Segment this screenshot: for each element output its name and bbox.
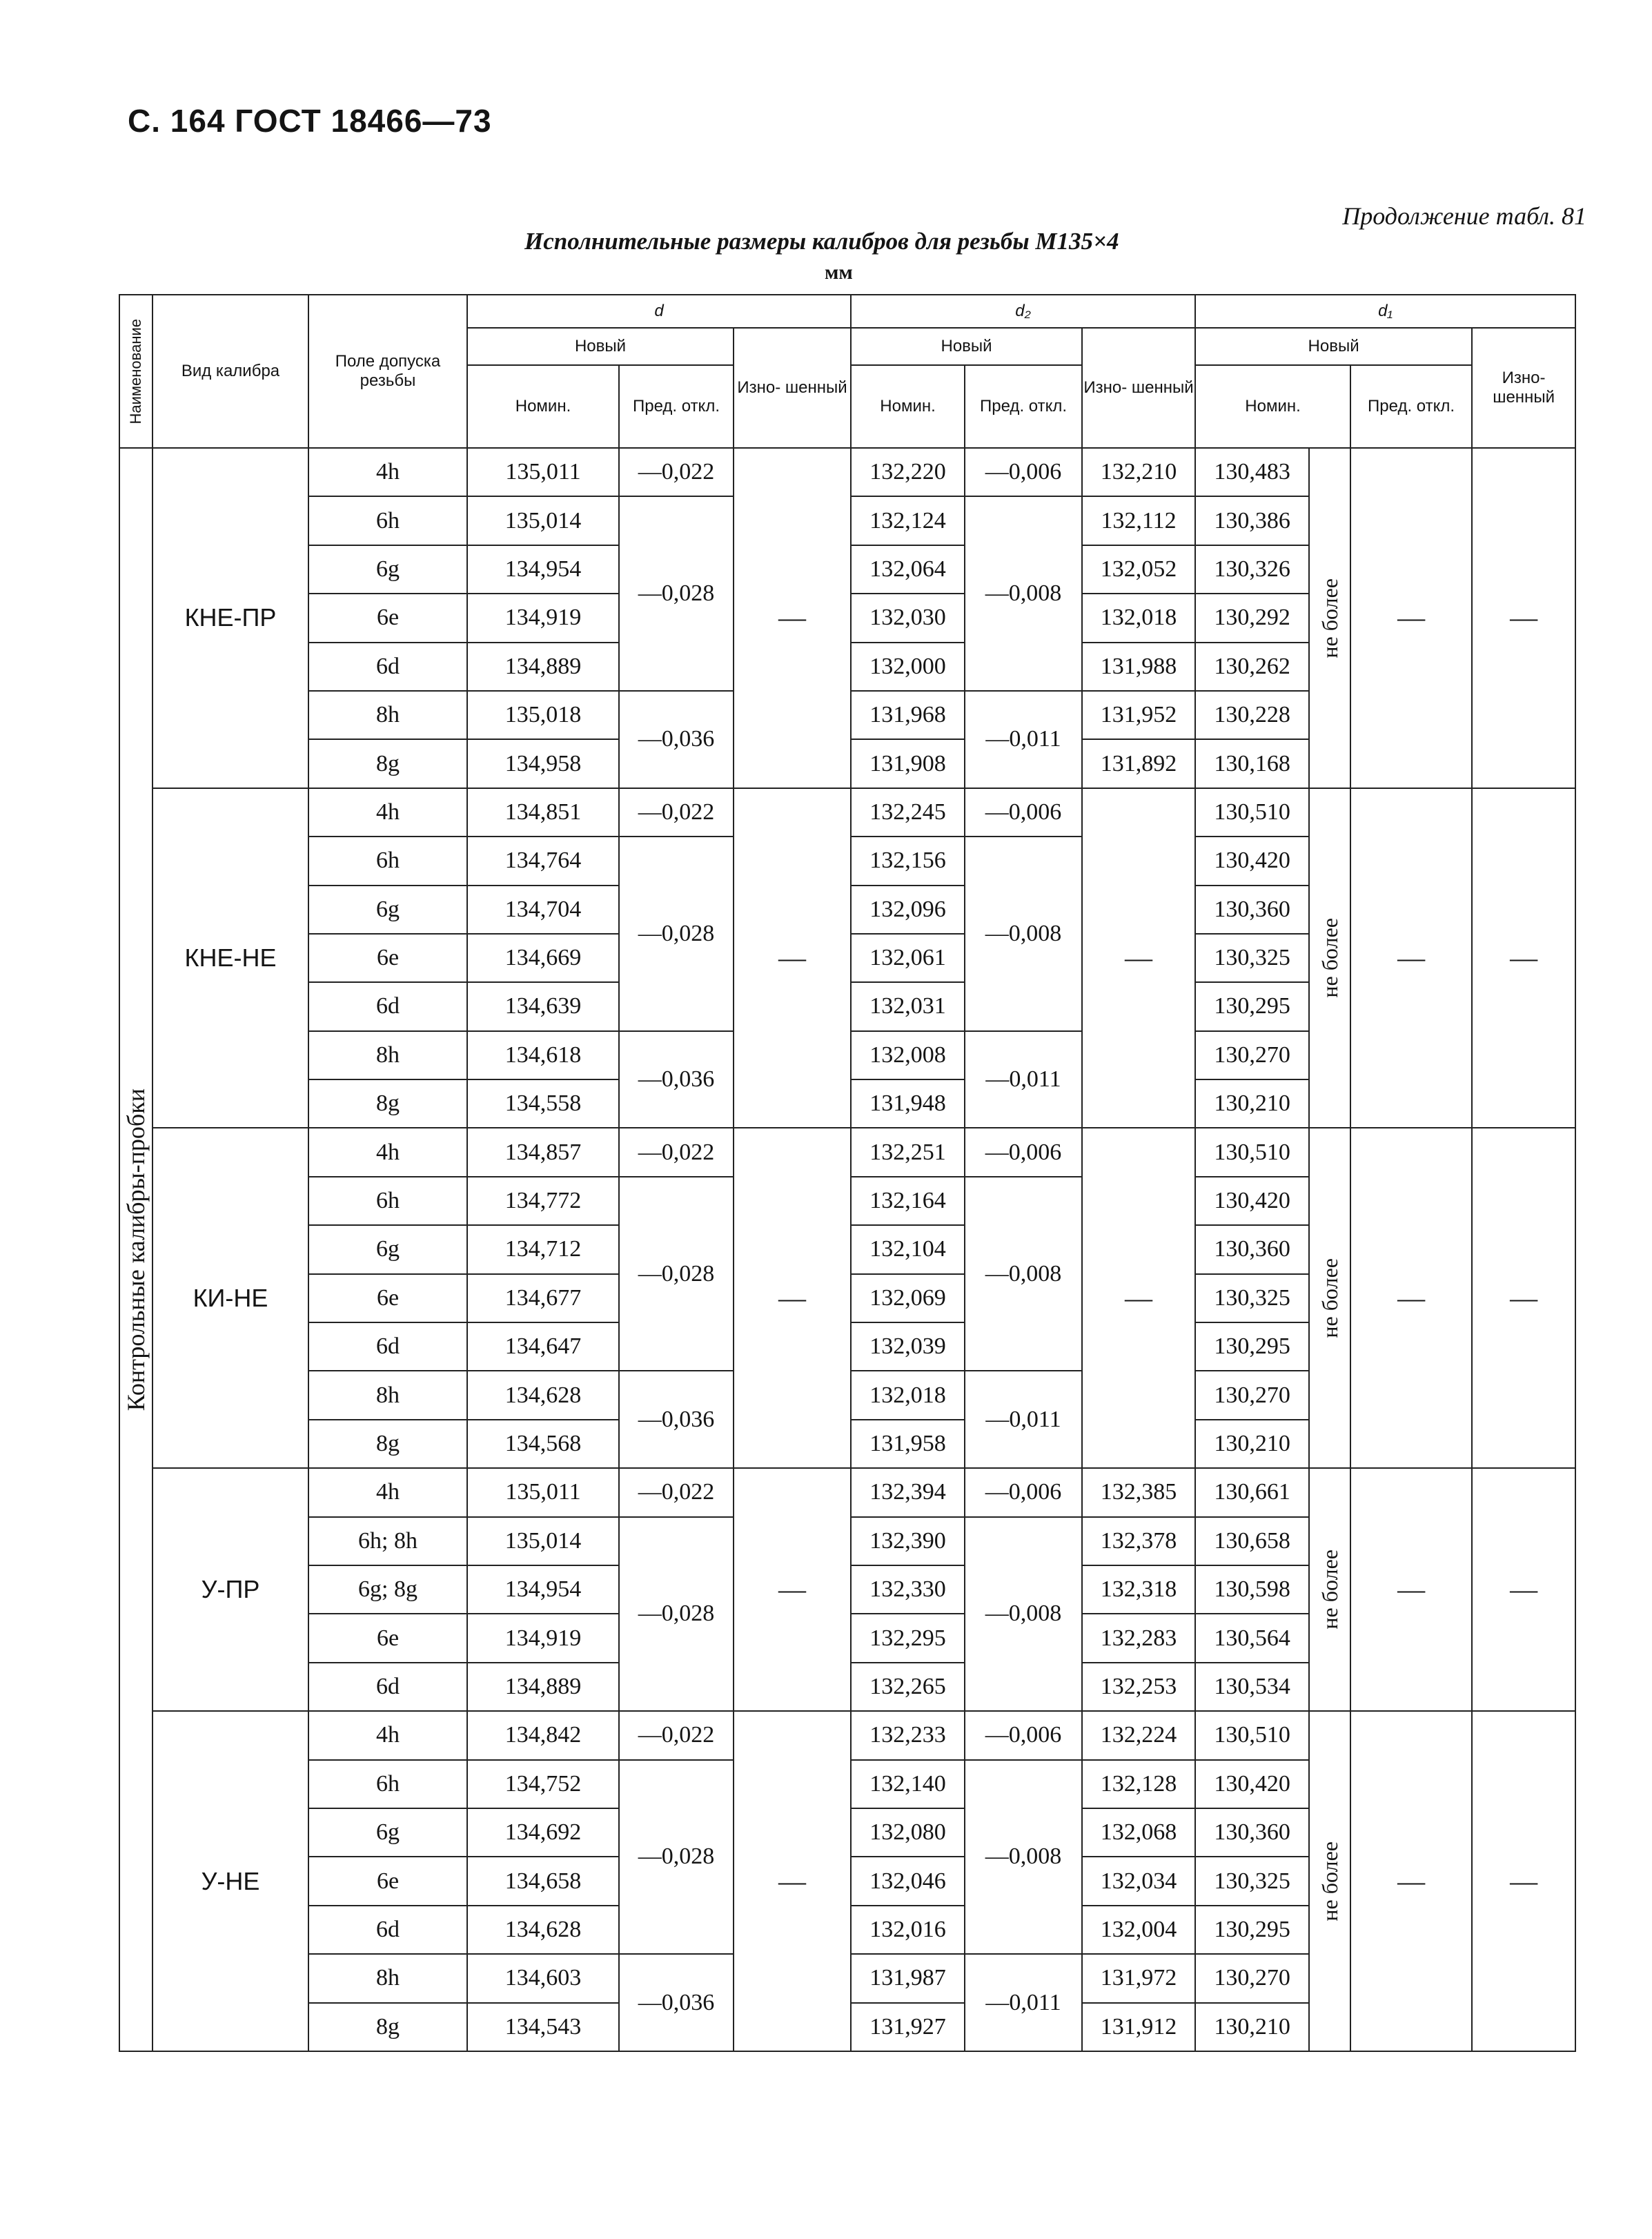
d-nominal-cell: 134,628	[467, 1906, 619, 1954]
continuation-note: Продолжение табл. 81	[1342, 202, 1586, 230]
d2-limit-cell: —0,011	[965, 1954, 1082, 2051]
d1-nominal-cell: 130,510	[1195, 788, 1309, 837]
tolerance-field-cell: 6d	[308, 643, 467, 691]
not-more-label: не более	[1309, 788, 1350, 1128]
d2-nominal-cell: 132,220	[851, 448, 965, 496]
d2-worn-cell: 132,318	[1082, 1565, 1195, 1614]
d2-nominal-cell: 132,390	[851, 1517, 965, 1565]
table-title: Исполнительные размеры калибров для резьбы M135×4	[524, 228, 1119, 255]
tolerance-field-cell: 6g; 8g	[308, 1565, 467, 1614]
d-nominal-cell: 134,712	[467, 1225, 619, 1273]
tolerance-field-cell: 6h	[308, 1177, 467, 1225]
table-body	[119, 448, 1575, 2051]
d1-nominal-cell: 130,210	[1195, 1420, 1309, 1468]
d1-nominal-cell: 130,564	[1195, 1614, 1309, 1662]
tolerance-field-cell: 8h	[308, 1031, 467, 1079]
d2-nominal-cell: 131,927	[851, 2003, 965, 2051]
d1-nominal-cell: 130,360	[1195, 886, 1309, 934]
d2-nominal-cell: 132,046	[851, 1857, 965, 1905]
col-header-d2-limit: Пред. откл.	[965, 365, 1082, 448]
d2-nominal-cell: 132,233	[851, 1711, 965, 1759]
d-worn-cell: —	[734, 1468, 851, 1711]
d1-nominal-cell: 130,210	[1195, 1079, 1309, 1128]
d-worn-cell: —	[734, 1711, 851, 2051]
d2-nominal-cell: 132,069	[851, 1274, 965, 1322]
d2-worn-cell: 132,378	[1082, 1517, 1195, 1565]
d-limit-cell: —0,022	[619, 1468, 734, 1516]
tolerance-field-cell: 6g	[308, 1808, 467, 1857]
d2-worn-cell: —	[1082, 788, 1195, 1128]
d1-nominal-cell: 130,325	[1195, 1857, 1309, 1905]
d-nominal-cell: 134,647	[467, 1322, 619, 1371]
d1-nominal-cell: 130,360	[1195, 1225, 1309, 1273]
col-header-d-limit: Пред. откл.	[619, 365, 734, 448]
d2-worn-cell: 131,952	[1082, 691, 1195, 739]
d-nominal-cell: 134,669	[467, 934, 619, 982]
d2-worn-cell: 132,253	[1082, 1663, 1195, 1711]
d-nominal-cell: 134,842	[467, 1711, 619, 1759]
tolerance-field-cell: 6g	[308, 545, 467, 594]
d1-nominal-cell: 130,295	[1195, 982, 1309, 1030]
d2-worn-cell: —	[1082, 1128, 1195, 1468]
d1-nominal-cell: 130,325	[1195, 934, 1309, 982]
gauge-type-cell: КНЕ-НЕ	[153, 788, 308, 1128]
d2-limit-cell: —0,006	[965, 1128, 1082, 1176]
d-limit-cell: —0,028	[619, 1517, 734, 1712]
d2-nominal-cell: 131,987	[851, 1954, 965, 2002]
tolerance-field-cell: 6h	[308, 1760, 467, 1808]
not-more-label: не более	[1309, 1468, 1350, 1711]
d2-limit-cell: —0,008	[965, 1517, 1082, 1712]
col-header-d1-nominal: Номин.	[1195, 365, 1350, 448]
d1-worn-cell: —	[1472, 1711, 1575, 2051]
d2-worn-cell: 131,892	[1082, 739, 1195, 788]
d2-nominal-cell: 132,018	[851, 1371, 965, 1419]
d-nominal-cell: 135,014	[467, 1517, 619, 1565]
gauge-type-cell: КИ-НЕ	[153, 1128, 308, 1468]
d-nominal-cell: 134,958	[467, 739, 619, 788]
tolerance-field-cell: 6e	[308, 594, 467, 642]
d-limit-cell: —0,022	[619, 448, 734, 496]
d2-nominal-cell: 132,000	[851, 643, 965, 691]
d1-worn-cell: —	[1472, 1468, 1575, 1711]
d1-nominal-cell: 130,661	[1195, 1468, 1309, 1516]
d2-nominal-cell: 131,948	[851, 1079, 965, 1128]
col-header-d1: d₁	[1195, 295, 1575, 328]
d1-worn-cell: —	[1472, 1128, 1575, 1468]
d1-nominal-cell: 130,210	[1195, 2003, 1309, 2051]
d1-nominal-cell: 130,658	[1195, 1517, 1309, 1565]
not-more-label: не более	[1309, 1128, 1350, 1468]
d1-limit-cell: —	[1350, 788, 1472, 1128]
d-nominal-cell: 134,889	[467, 1663, 619, 1711]
d1-nominal-cell: 130,262	[1195, 643, 1309, 691]
d2-worn-cell: 132,018	[1082, 594, 1195, 642]
d-nominal-cell: 134,954	[467, 1565, 619, 1614]
col-header-d-nominal: Номин.	[467, 365, 619, 448]
d-nominal-cell: 134,558	[467, 1079, 619, 1128]
d-limit-cell: —0,022	[619, 1711, 734, 1759]
d2-limit-cell: —0,008	[965, 1760, 1082, 1955]
d-nominal-cell: 134,704	[467, 886, 619, 934]
d-limit-cell: —0,028	[619, 837, 734, 1031]
d2-nominal-cell: 132,245	[851, 788, 965, 837]
d-nominal-cell: 134,772	[467, 1177, 619, 1225]
d1-nominal-cell: 130,326	[1195, 545, 1309, 594]
d2-nominal-cell: 132,016	[851, 1906, 965, 1954]
d2-nominal-cell: 132,124	[851, 496, 965, 545]
col-header-d-new: Новый	[467, 328, 734, 365]
d2-limit-cell: —0,006	[965, 788, 1082, 837]
table-row	[119, 1128, 1575, 1176]
d2-worn-cell: 132,128	[1082, 1760, 1195, 1808]
col-header-d2-worn: Изно- шенный	[1082, 328, 1195, 448]
col-header-name: Наименование	[119, 295, 153, 448]
tolerance-field-cell: 6e	[308, 1857, 467, 1905]
d2-worn-cell: 132,210	[1082, 448, 1195, 496]
d-nominal-cell: 135,014	[467, 496, 619, 545]
d-nominal-cell: 134,919	[467, 1614, 619, 1662]
tolerance-field-cell: 6d	[308, 1663, 467, 1711]
d-nominal-cell: 135,011	[467, 448, 619, 496]
col-header-d2: d₂	[851, 295, 1195, 328]
d2-worn-cell: 132,224	[1082, 1711, 1195, 1759]
tolerance-field-cell: 4h	[308, 1711, 467, 1759]
d-limit-cell: —0,036	[619, 1954, 734, 2051]
col-header-d2-nominal: Номин.	[851, 365, 965, 448]
d2-limit-cell: —0,011	[965, 1371, 1082, 1468]
d-nominal-cell: 134,764	[467, 837, 619, 885]
d2-nominal-cell: 132,330	[851, 1565, 965, 1614]
d1-nominal-cell: 130,510	[1195, 1711, 1309, 1759]
d1-nominal-cell: 130,295	[1195, 1906, 1309, 1954]
tolerance-field-cell: 6d	[308, 982, 467, 1030]
d2-nominal-cell: 132,295	[851, 1614, 965, 1662]
d-nominal-cell: 135,018	[467, 691, 619, 739]
d2-nominal-cell: 131,908	[851, 739, 965, 788]
d-limit-cell: —0,036	[619, 1031, 734, 1128]
d2-nominal-cell: 132,156	[851, 837, 965, 885]
tolerance-field-cell: 6g	[308, 886, 467, 934]
d-limit-cell: —0,036	[619, 691, 734, 788]
d-limit-cell: —0,022	[619, 1128, 734, 1176]
not-more-label: не более	[1309, 1711, 1350, 2051]
d2-limit-cell: —0,008	[965, 496, 1082, 691]
d2-worn-cell: 131,988	[1082, 643, 1195, 691]
tolerance-field-cell: 8h	[308, 1954, 467, 2002]
d1-nominal-cell: 130,270	[1195, 1954, 1309, 2002]
tolerance-field-cell: 6d	[308, 1906, 467, 1954]
d2-nominal-cell: 132,164	[851, 1177, 965, 1225]
d2-worn-cell: 131,972	[1082, 1954, 1195, 2002]
gauge-dimensions-table	[119, 294, 1576, 2052]
d2-nominal-cell: 132,251	[851, 1128, 965, 1176]
d-limit-cell: —0,028	[619, 1760, 734, 1955]
d2-nominal-cell: 132,061	[851, 934, 965, 982]
d-nominal-cell: 134,677	[467, 1274, 619, 1322]
d2-worn-cell: 132,283	[1082, 1614, 1195, 1662]
tolerance-field-cell: 6g	[308, 1225, 467, 1273]
gauge-type-cell: У-ПР	[153, 1468, 308, 1711]
d2-worn-cell: 132,034	[1082, 1857, 1195, 1905]
tolerance-field-cell: 8g	[308, 739, 467, 788]
table-row	[119, 788, 1575, 837]
d2-limit-cell: —0,008	[965, 1177, 1082, 1371]
units-label: мм	[825, 261, 853, 284]
col-header-d-worn: Изно- шенный	[734, 328, 851, 448]
d2-limit-cell: —0,011	[965, 1031, 1082, 1128]
d-nominal-cell: 134,603	[467, 1954, 619, 2002]
d2-nominal-cell: 132,394	[851, 1468, 965, 1516]
table-row	[119, 1711, 1575, 1759]
col-header-d: d	[467, 295, 851, 328]
d-nominal-cell: 134,628	[467, 1371, 619, 1419]
d-nominal-cell: 134,618	[467, 1031, 619, 1079]
tolerance-field-cell: 6e	[308, 934, 467, 982]
d2-worn-cell: 132,385	[1082, 1468, 1195, 1516]
d2-limit-cell: —0,006	[965, 448, 1082, 496]
tolerance-field-cell: 4h	[308, 1128, 467, 1176]
col-header-gauge-type: Вид калибра	[153, 295, 308, 448]
d1-limit-cell: —	[1350, 1128, 1472, 1468]
tolerance-field-cell: 8h	[308, 691, 467, 739]
d-nominal-cell: 134,692	[467, 1808, 619, 1857]
d-nominal-cell: 134,543	[467, 2003, 619, 2051]
page-header: С. 164 ГОСТ 18466—73	[128, 103, 492, 139]
d-limit-cell: —0,022	[619, 788, 734, 837]
not-more-label: не более	[1309, 448, 1350, 788]
d1-nominal-cell: 130,270	[1195, 1371, 1309, 1419]
d1-nominal-cell: 130,295	[1195, 1322, 1309, 1371]
gauge-type-cell: У-НЕ	[153, 1711, 308, 2051]
d-worn-cell: —	[734, 448, 851, 788]
d1-nominal-cell: 130,292	[1195, 594, 1309, 642]
d-nominal-cell: 134,954	[467, 545, 619, 594]
d-nominal-cell: 134,857	[467, 1128, 619, 1176]
d-nominal-cell: 134,919	[467, 594, 619, 642]
d-nominal-cell: 134,851	[467, 788, 619, 837]
d1-nominal-cell: 130,270	[1195, 1031, 1309, 1079]
d1-limit-cell: —	[1350, 1711, 1472, 2051]
d2-nominal-cell: 131,968	[851, 691, 965, 739]
d1-limit-cell: —	[1350, 448, 1472, 788]
d2-limit-cell: —0,008	[965, 837, 1082, 1031]
d1-nominal-cell: 130,360	[1195, 1808, 1309, 1857]
d2-limit-cell: —0,006	[965, 1468, 1082, 1516]
tolerance-field-cell: 6h; 8h	[308, 1517, 467, 1565]
d-nominal-cell: 134,658	[467, 1857, 619, 1905]
d1-nominal-cell: 130,386	[1195, 496, 1309, 545]
tolerance-field-cell: 6e	[308, 1274, 467, 1322]
d2-nominal-cell: 132,265	[851, 1663, 965, 1711]
d1-worn-cell: —	[1472, 788, 1575, 1128]
d2-nominal-cell: 132,096	[851, 886, 965, 934]
d1-worn-cell: —	[1472, 448, 1575, 788]
d1-nominal-cell: 130,420	[1195, 837, 1309, 885]
tolerance-field-cell: 6d	[308, 1322, 467, 1371]
d1-nominal-cell: 130,228	[1195, 691, 1309, 739]
d-limit-cell: —0,028	[619, 496, 734, 691]
d1-nominal-cell: 130,483	[1195, 448, 1309, 496]
d-nominal-cell: 134,889	[467, 643, 619, 691]
d1-limit-cell: —	[1350, 1468, 1472, 1711]
d-nominal-cell: 134,639	[467, 982, 619, 1030]
d2-worn-cell: 132,004	[1082, 1906, 1195, 1954]
d2-nominal-cell: 132,080	[851, 1808, 965, 1857]
d2-nominal-cell: 132,064	[851, 545, 965, 594]
d-nominal-cell: 134,568	[467, 1420, 619, 1468]
col-header-d2-new: Новый	[851, 328, 1082, 365]
d-nominal-cell: 134,752	[467, 1760, 619, 1808]
d2-nominal-cell: 132,030	[851, 594, 965, 642]
d2-limit-cell: —0,011	[965, 691, 1082, 788]
d-worn-cell: —	[734, 788, 851, 1128]
d1-nominal-cell: 130,168	[1195, 739, 1309, 788]
group-name-cell: Контрольные калибры-пробки	[119, 448, 153, 2051]
tolerance-field-cell: 8h	[308, 1371, 467, 1419]
gauge-type-cell: КНЕ-ПР	[153, 448, 308, 788]
tolerance-field-cell: 4h	[308, 788, 467, 837]
tolerance-field-cell: 4h	[308, 1468, 467, 1516]
tolerance-field-cell: 6e	[308, 1614, 467, 1662]
d2-nominal-cell: 132,104	[851, 1225, 965, 1273]
d2-nominal-cell: 132,140	[851, 1760, 965, 1808]
d-limit-cell: —0,036	[619, 1371, 734, 1468]
d2-nominal-cell: 132,031	[851, 982, 965, 1030]
tolerance-field-cell: 4h	[308, 448, 467, 496]
table-row	[119, 1468, 1575, 1516]
d1-nominal-cell: 130,534	[1195, 1663, 1309, 1711]
d-limit-cell: —0,028	[619, 1177, 734, 1371]
d-worn-cell: —	[734, 1128, 851, 1468]
d1-nominal-cell: 130,598	[1195, 1565, 1309, 1614]
tolerance-field-cell: 8g	[308, 2003, 467, 2051]
d2-limit-cell: —0,006	[965, 1711, 1082, 1759]
tolerance-field-cell: 6h	[308, 837, 467, 885]
d1-nominal-cell: 130,325	[1195, 1274, 1309, 1322]
d1-nominal-cell: 130,420	[1195, 1760, 1309, 1808]
d1-nominal-cell: 130,510	[1195, 1128, 1309, 1176]
d2-nominal-cell: 132,039	[851, 1322, 965, 1371]
tolerance-field-cell: 6h	[308, 496, 467, 545]
d2-worn-cell: 132,052	[1082, 545, 1195, 594]
d1-nominal-cell: 130,420	[1195, 1177, 1309, 1225]
col-header-d1-worn: Изно- шенный	[1472, 328, 1575, 448]
col-header-d1-new: Новый	[1195, 328, 1472, 365]
tolerance-field-cell: 8g	[308, 1420, 467, 1468]
d2-worn-cell: 132,068	[1082, 1808, 1195, 1857]
tolerance-field-cell: 8g	[308, 1079, 467, 1128]
d2-worn-cell: 132,112	[1082, 496, 1195, 545]
d2-nominal-cell: 131,958	[851, 1420, 965, 1468]
table-row	[119, 448, 1575, 496]
col-header-tolerance-field: Поле допуска резьбы	[308, 295, 467, 448]
d2-worn-cell: 131,912	[1082, 2003, 1195, 2051]
col-header-d1-limit: Пред. откл.	[1350, 365, 1472, 448]
d2-nominal-cell: 132,008	[851, 1031, 965, 1079]
d-nominal-cell: 135,011	[467, 1468, 619, 1516]
